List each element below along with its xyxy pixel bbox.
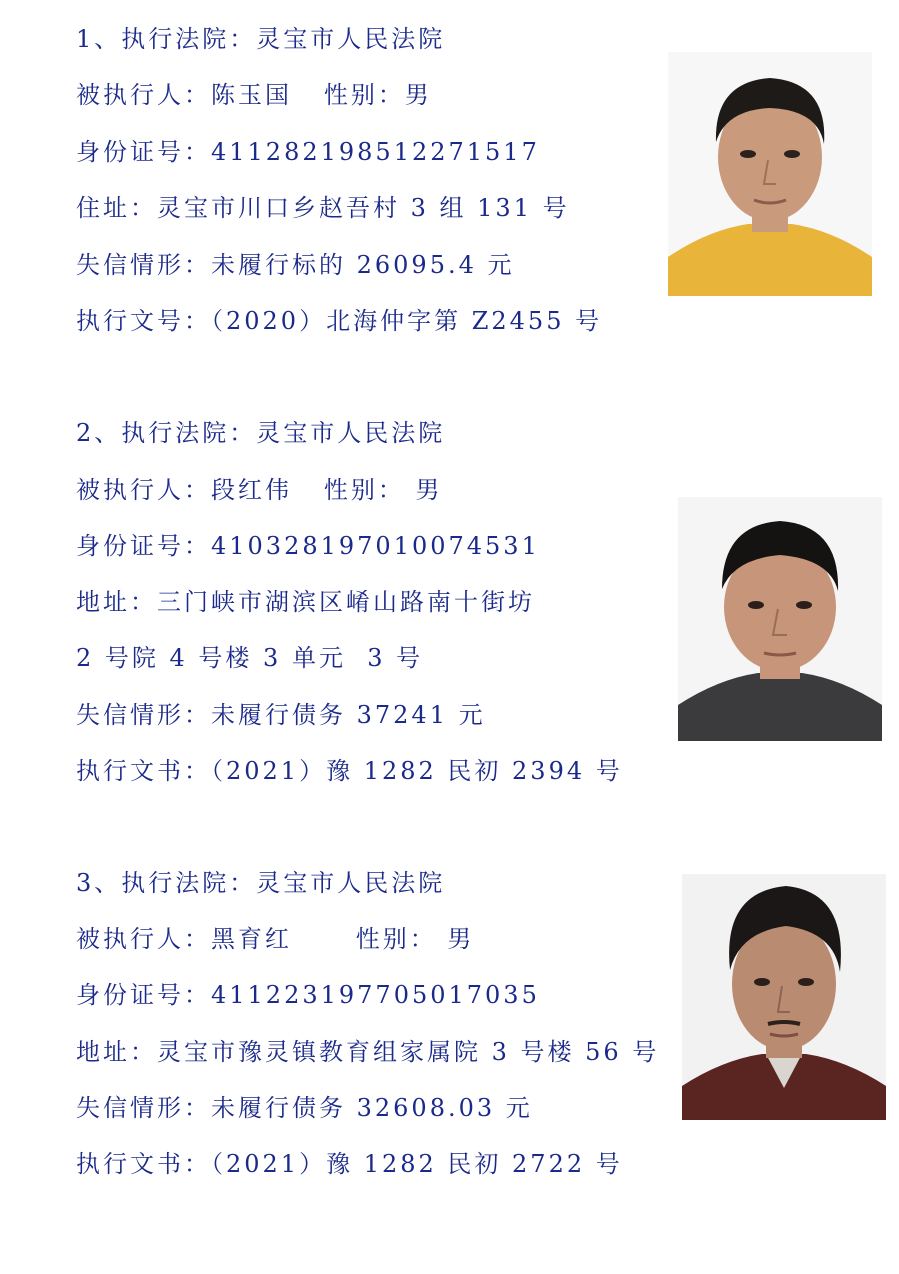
portrait-photo (682, 874, 886, 1120)
person-name-line: 被执行人：段红伟 性别： 男 (76, 476, 443, 504)
case-document-line: 执行文书：（2021）豫 1282 民初 2722 号 (76, 1150, 623, 1178)
person-name-line: 被执行人：黑育红 性别： 男 (76, 925, 475, 953)
court-line: 2、执行法院：灵宝市人民法院 (76, 419, 446, 447)
person-name-line: 被执行人：陈玉国 性别：男 (76, 81, 432, 109)
address-line: 地址：三门峡市湖滨区崤山路南十街坊 (76, 588, 535, 616)
default-status-line: 失信情形：未履行债务 32608.03 元 (76, 1094, 533, 1122)
case-document-line: 执行文书：（2021）豫 1282 民初 2394 号 (76, 757, 623, 785)
default-status-line: 失信情形：未履行标的 26095.4 元 (76, 251, 515, 279)
portrait-1-image (668, 52, 872, 296)
address-line: 地址：灵宝市豫灵镇教育组家属院 3 号楼 56 号 (76, 1038, 660, 1066)
portrait-2-image (678, 497, 882, 741)
default-status-line: 失信情形：未履行债务 37241 元 (76, 701, 486, 729)
address-line-continued: 2 号院 4 号楼 3 单元 3 号 (76, 644, 424, 672)
court-line: 1、执行法院：灵宝市人民法院 (76, 25, 446, 53)
id-number-line: 身份证号：410328197010074531 (76, 532, 540, 560)
portrait-photo (668, 52, 872, 296)
id-number-line: 身份证号：411282198512271517 (76, 138, 540, 166)
case-number-line: 执行文号：（2020）北海仲字第 Z2455 号 (76, 307, 603, 335)
portrait-3-image (682, 874, 886, 1120)
court-line: 3、执行法院：灵宝市人民法院 (76, 869, 446, 897)
address-line: 住址：灵宝市川口乡赵吾村 3 组 131 号 (76, 194, 570, 222)
portrait-photo (678, 497, 882, 741)
id-number-line: 身份证号：411223197705017035 (76, 981, 540, 1009)
